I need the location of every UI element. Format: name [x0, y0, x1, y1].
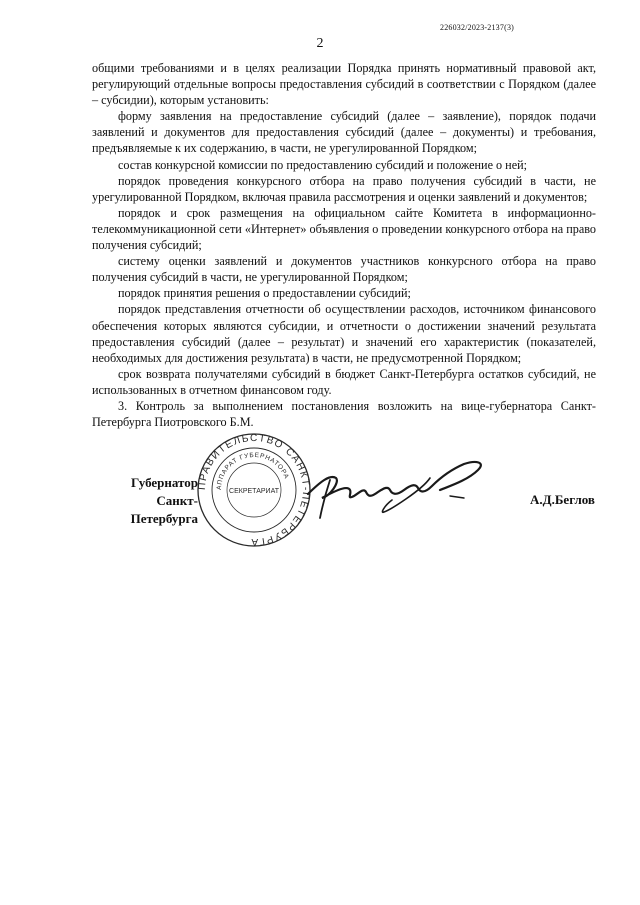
signatory-name: А.Д.Беглов	[530, 492, 595, 507]
paragraph: порядок и срок размещения на официальном сайте Комитета в информационно-телекоммуникационной сети «Интернет» объявления о проведении конкурсного отбора на право получения субсидий;	[92, 205, 596, 253]
seal-inner-text: АППАРАТ ГУБЕРНАТОРА	[215, 451, 290, 491]
seal-outer-text: ПРАВИТЕЛЬСТВО САНКТ-ПЕТЕРБУРГА	[196, 432, 312, 548]
paragraph: срок возврата получателями субсидий в бюджет Санкт-Петербурга остатков субсидий, не использованных в отчетном финансовом году.	[92, 366, 596, 397]
page-number: 2	[316, 36, 324, 51]
handwritten-signature	[300, 452, 500, 522]
document-body	[92, 60, 596, 430]
paragraph: систему оценки заявлений и документов участников конкурсного отбора на право получения субсидий в части, не урегулированной Порядком;	[92, 254, 596, 285]
official-seal	[196, 432, 312, 548]
signatory-title-line1: Губернатор	[130, 475, 198, 490]
document-id: 226032/2023-2137(3)	[440, 23, 515, 32]
paragraph: общими требованиями и в целях реализации Порядка принять нормативный правовой акт, регулирующий отдельные вопросы предоставления субсидий в соответствии с Порядком (далее – субсидии), которым установить:	[92, 61, 596, 108]
paragraph: форму заявления на предоставление субсидий (далее – заявление), порядок подачи заявлений и документов для предоставления субсидий (далее – документы) и требования, предъявляемые к их содержанию, в части, не урегулированной Порядком;	[92, 109, 596, 156]
paragraph: 3. Контроль за выполнением постановления возложить на вице-губернатора Санкт-Петербурга Пиотровского Б.М.	[92, 398, 596, 430]
signatory-title-line2: Санкт-Петербурга	[130, 493, 198, 526]
paragraph: состав конкурсной комиссии по предоставлению субсидий и положение о ней;	[118, 157, 528, 172]
paragraph: порядок проведения конкурсного отбора на право получения субсидий в части, не урегулированной Порядком, включая правила рассмотрения и оценки заявлений и документов;	[92, 173, 596, 204]
seal-center-text: СЕКРЕТАРИАТ	[229, 488, 279, 495]
paragraph: порядок представления отчетности об осуществлении расходов, источником финансового обеспечения которых являются субсидии, и отчетности о достижении значений результата предоставления субсидий (далее – результат) и значений его характеристик (показателей, необходимых для достижения результата) в части, не предусмотренной Порядком;	[92, 302, 596, 365]
paragraph: порядок принятия решения о предоставлении субсидий;	[118, 286, 411, 301]
signatory-title	[92, 474, 198, 528]
